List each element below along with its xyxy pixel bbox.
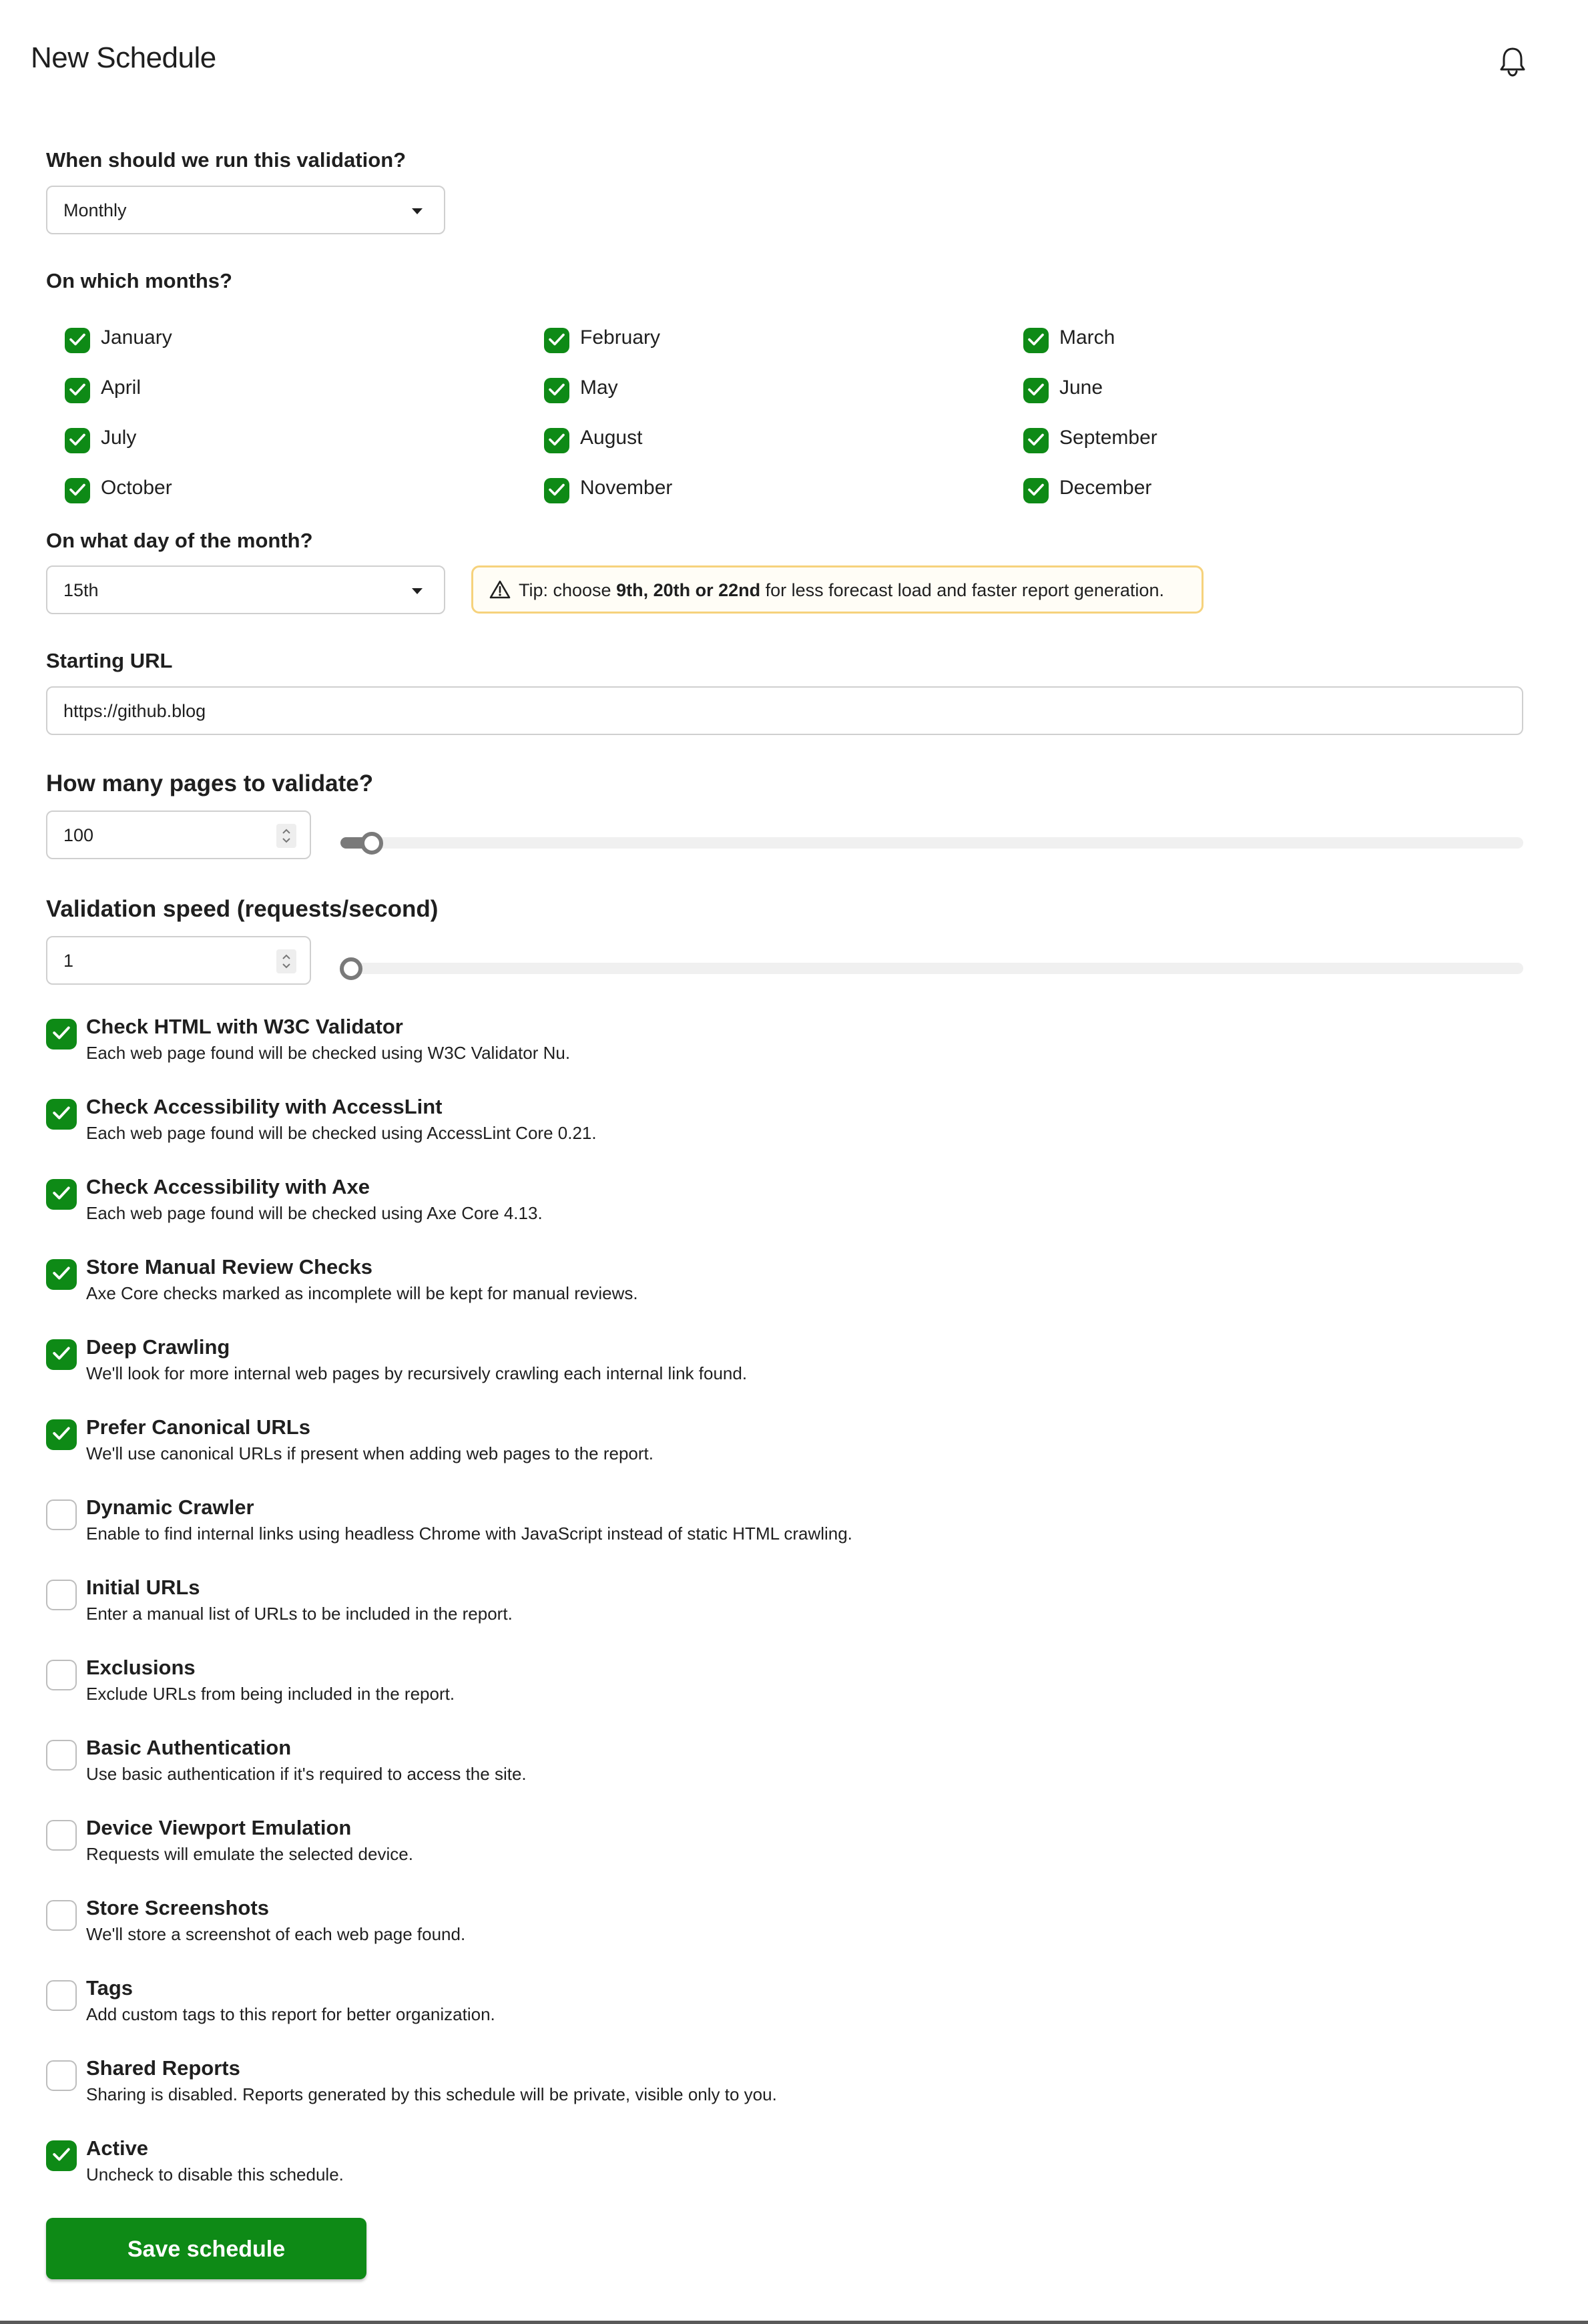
month-label: February [580, 326, 661, 348]
checkbox-checked-icon[interactable] [46, 1179, 77, 1210]
option-title: Exclusions [86, 1656, 196, 1679]
option-tags[interactable] [46, 1976, 1515, 2036]
option-description: Sharing is disabled. Reports generated by this schedule will be private, visible only to you. [86, 2084, 777, 2104]
option-title: Tags [86, 1976, 134, 2000]
month-label: April [101, 377, 142, 399]
checkbox-unchecked-icon[interactable] [46, 2060, 77, 2091]
option-title: Active [86, 2136, 149, 2160]
option-title: Prefer Canonical URLs [86, 1415, 310, 1439]
option-store-manual-review-checks[interactable] [46, 1255, 1515, 1315]
checkbox-checked-icon[interactable] [1023, 478, 1049, 503]
checkbox-checked-icon[interactable] [65, 378, 90, 403]
save-schedule-button[interactable]: Save schedule [46, 2218, 366, 2279]
url-value: https://github.blog [63, 701, 206, 721]
checkbox-checked-icon[interactable] [1023, 328, 1049, 353]
option-title: Dynamic Crawler [86, 1495, 254, 1519]
checkbox-unchecked-icon[interactable] [46, 1660, 77, 1690]
checkbox-checked-icon[interactable] [65, 428, 90, 453]
option-exclusions[interactable] [46, 1656, 1515, 1716]
option-description: We'll store a screenshot of each web page found. [86, 1924, 466, 1944]
option-title: Initial URLs [86, 1576, 200, 1599]
checkbox-unchecked-icon[interactable] [46, 1499, 77, 1530]
option-description: Enter a manual list of URLs to be included in the report. [86, 1604, 513, 1624]
bell-icon[interactable] [1498, 45, 1527, 77]
month-label: September [1059, 427, 1157, 449]
option-dynamic-crawler[interactable] [46, 1495, 1515, 1556]
checkbox-checked-icon[interactable] [65, 328, 90, 353]
day-label: On what day of the month? [46, 529, 313, 552]
pages-input[interactable] [46, 810, 311, 859]
url-label: Starting URL [46, 649, 173, 672]
option-description: Add custom tags to this report for better organization. [86, 2004, 495, 2024]
spinner-icon[interactable] [276, 824, 296, 848]
checkbox-checked-icon[interactable] [65, 478, 90, 503]
month-label: January [101, 326, 172, 348]
tip-bold: 9th, 20th or 22nd [616, 580, 761, 600]
spinner-icon[interactable] [276, 949, 296, 973]
option-check-accessibility-with-accesslint[interactable] [46, 1095, 1515, 1155]
option-check-accessibility-with-axe[interactable] [46, 1175, 1515, 1235]
tip-box [471, 565, 1204, 614]
option-description: We'll look for more internal web pages by recursively crawling each internal link found. [86, 1363, 748, 1383]
checkbox-unchecked-icon[interactable] [46, 1740, 77, 1771]
option-title: Store Screenshots [86, 1896, 269, 1919]
day-select[interactable] [46, 565, 445, 614]
month-label: October [101, 477, 172, 499]
option-description: Axe Core checks marked as incomplete will be kept for manual reviews. [86, 1283, 638, 1303]
month-label: June [1059, 377, 1103, 399]
frequency-label: When should we run this validation? [46, 148, 407, 172]
option-description: Exclude URLs from being included in the report. [86, 1684, 455, 1704]
caret-down-icon [412, 588, 423, 594]
month-label: May [580, 377, 618, 399]
option-initial-urls[interactable] [46, 1576, 1515, 1636]
checkbox-checked-icon[interactable] [46, 1419, 77, 1450]
month-label: March [1059, 326, 1115, 348]
checkbox-checked-icon[interactable] [544, 328, 569, 353]
option-shared-reports[interactable] [46, 2056, 1515, 2116]
checkbox-checked-icon[interactable] [46, 2140, 77, 2171]
option-description: Requests will emulate the selected device. [86, 1844, 413, 1864]
checkbox-unchecked-icon[interactable] [46, 1580, 77, 1610]
speed-label: Validation speed (requests/second) [46, 896, 439, 922]
option-title: Device Viewport Emulation [86, 1816, 352, 1839]
checkbox-checked-icon[interactable] [1023, 378, 1049, 403]
option-store-screenshots[interactable] [46, 1896, 1515, 1956]
months-label: On which months? [46, 269, 232, 292]
speed-slider-track[interactable] [340, 963, 1523, 974]
speed-value: 1 [63, 951, 74, 971]
checkbox-checked-icon[interactable] [1023, 428, 1049, 453]
month-label: November [580, 477, 673, 499]
option-title: Shared Reports [86, 2056, 240, 2080]
option-device-viewport-emulation[interactable] [46, 1816, 1515, 1876]
checkbox-checked-icon[interactable] [46, 1019, 77, 1050]
option-title: Deep Crawling [86, 1335, 230, 1359]
url-input[interactable] [46, 686, 1523, 735]
option-prefer-canonical-urls[interactable] [46, 1415, 1515, 1475]
checkbox-checked-icon[interactable] [46, 1259, 77, 1290]
pages-label: How many pages to validate? [46, 770, 374, 796]
pages-value: 100 [63, 825, 94, 845]
option-title: Check Accessibility with AccessLint [86, 1095, 443, 1118]
pages-slider-track[interactable] [340, 837, 1523, 849]
caret-down-icon [412, 208, 423, 214]
frequency-select[interactable] [46, 186, 445, 234]
option-description: Enable to find internal links using headless Chrome with JavaScript instead of static HTML crawling. [86, 1524, 852, 1544]
speed-input[interactable] [46, 936, 311, 985]
option-description: Each web page found will be checked using AccessLint Core 0.21. [86, 1123, 597, 1143]
checkbox-checked-icon[interactable] [46, 1099, 77, 1130]
option-title: Check HTML with W3C Validator [86, 1015, 403, 1038]
checkbox-checked-icon[interactable] [544, 478, 569, 503]
month-label: August [580, 427, 643, 449]
option-description: Use basic authentication if it's required to access the site. [86, 1764, 527, 1784]
page-title: New Schedule [31, 41, 216, 74]
tip-prefix: Tip: choose [519, 580, 617, 600]
checkbox-unchecked-icon[interactable] [46, 1900, 77, 1931]
checkbox-unchecked-icon[interactable] [46, 1980, 77, 2011]
checkbox-checked-icon[interactable] [544, 378, 569, 403]
option-title: Basic Authentication [86, 1736, 292, 1759]
frequency-value: Monthly [63, 200, 127, 220]
checkbox-unchecked-icon[interactable] [46, 1820, 77, 1851]
option-description: We'll use canonical URLs if present when adding web pages to the report. [86, 1443, 653, 1463]
option-active[interactable] [46, 2136, 1515, 2196]
option-deep-crawling[interactable] [46, 1335, 1515, 1395]
tip-text [519, 580, 1164, 601]
day-value: 15th [63, 580, 99, 600]
tip-suffix: for less forecast load and faster report generation. [760, 580, 1164, 600]
pages-slider-thumb[interactable] [360, 832, 383, 855]
option-description: Each web page found will be checked using Axe Core 4.13. [86, 1203, 543, 1223]
option-title: Check Accessibility with Axe [86, 1175, 370, 1198]
month-label: July [101, 427, 137, 449]
checkbox-checked-icon[interactable] [544, 428, 569, 453]
warning-icon [489, 579, 511, 604]
option-description: Uncheck to disable this schedule. [86, 2164, 344, 2184]
option-description: Each web page found will be checked using W3C Validator Nu. [86, 1043, 571, 1063]
option-basic-authentication[interactable] [46, 1736, 1515, 1796]
option-check-html-with-w3c-validator[interactable] [46, 1015, 1515, 1075]
speed-slider-thumb[interactable] [340, 957, 362, 980]
month-label: December [1059, 477, 1152, 499]
bottom-border [0, 2321, 1588, 2324]
option-title: Store Manual Review Checks [86, 1255, 372, 1279]
checkbox-checked-icon[interactable] [46, 1339, 77, 1370]
